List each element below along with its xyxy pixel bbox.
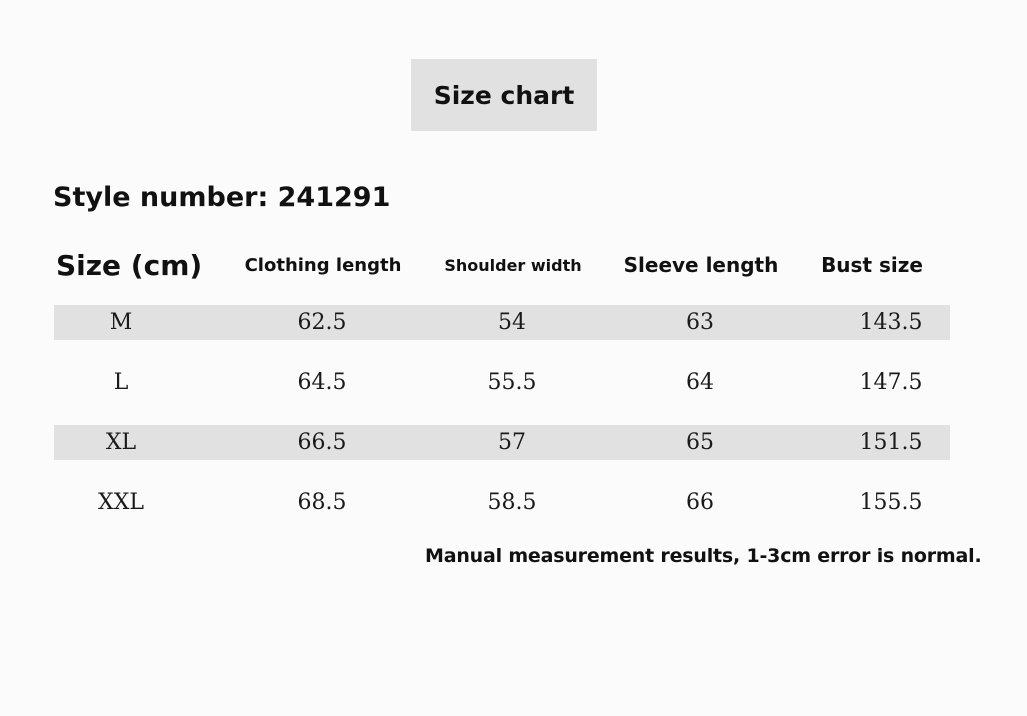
cell-shoulder-width: 55.5 <box>487 370 537 395</box>
header-sleeve-length: Sleeve length <box>623 253 779 277</box>
table-row <box>54 485 950 520</box>
cell-clothing-length: 66.5 <box>297 430 347 455</box>
cell-clothing-length: 62.5 <box>297 310 347 335</box>
cell-sleeve-length: 66 <box>686 490 714 515</box>
size-chart-title <box>411 59 597 131</box>
measurement-note: Manual measurement results, 1-3cm error is normal. <box>425 545 982 567</box>
table-row <box>54 305 950 340</box>
header-size: Size (cm) <box>56 248 203 282</box>
style-number: Style number: 241291 <box>53 182 391 213</box>
cell-sleeve-length: 64 <box>686 370 714 395</box>
cell-shoulder-width: 54 <box>498 310 526 335</box>
cell-sleeve-length: 63 <box>686 310 714 335</box>
cell-clothing-length: 68.5 <box>297 490 347 515</box>
cell-bust-size: 147.5 <box>859 370 923 395</box>
cell-sleeve-length: 65 <box>686 430 714 455</box>
cell-shoulder-width: 57 <box>498 430 526 455</box>
table-row <box>54 365 950 400</box>
cell-size: XL <box>105 430 137 455</box>
cell-bust-size: 151.5 <box>859 430 923 455</box>
cell-shoulder-width: 58.5 <box>487 490 537 515</box>
cell-size: XXL <box>98 490 144 515</box>
cell-size: L <box>113 370 129 395</box>
cell-bust-size: 155.5 <box>859 490 923 515</box>
table-header <box>0 243 1027 287</box>
table-row <box>54 425 950 460</box>
cell-clothing-length: 64.5 <box>297 370 347 395</box>
header-shoulder-width: Shoulder width <box>444 255 582 275</box>
header-clothing-length: Clothing length <box>244 254 402 276</box>
header-bust-size: Bust size <box>821 253 923 277</box>
cell-bust-size: 143.5 <box>859 310 923 335</box>
size-chart-title-text: Size chart <box>433 80 575 110</box>
cell-size: M <box>109 310 133 335</box>
